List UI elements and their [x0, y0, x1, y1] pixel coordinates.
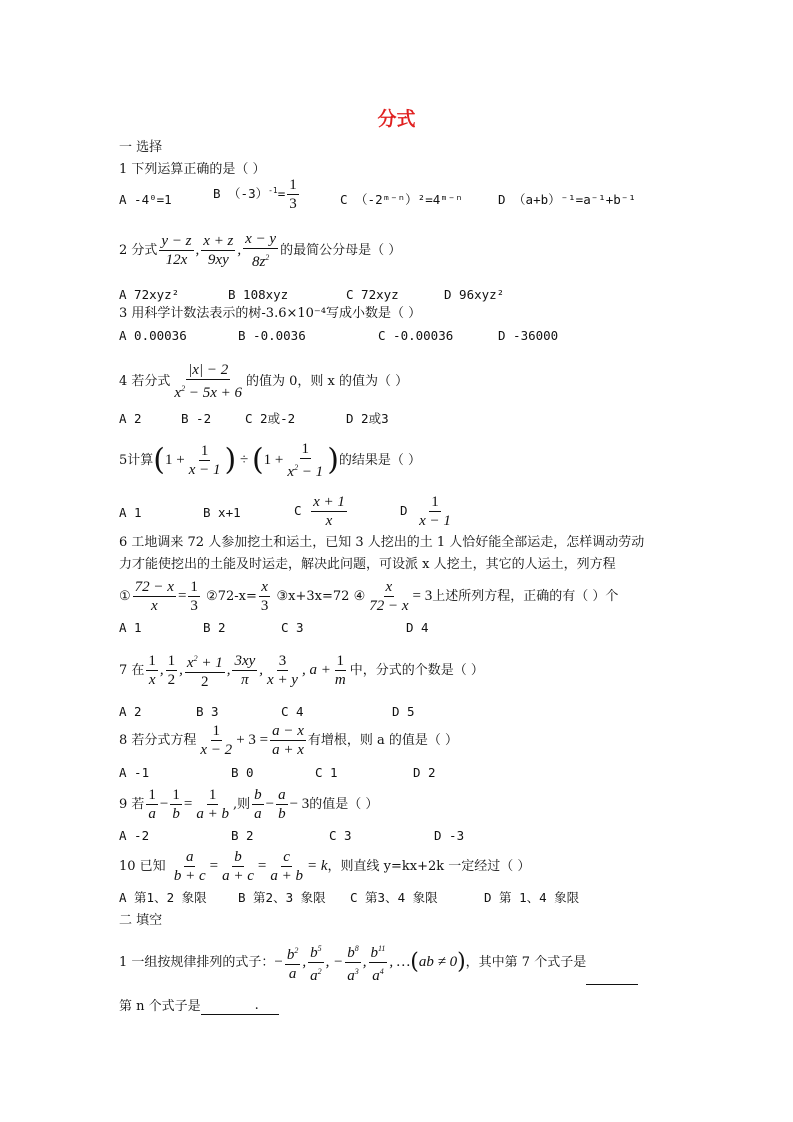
q2-suffix: 的最简公分母是（ ）: [280, 243, 402, 258]
q4-option-d: D 2或3: [346, 411, 389, 426]
q6-equations: ① $\frac{72 - x}{x}$ = $\frac{1}{3}$ ②72-x= $\frac{x}{3}$ ③x+3x=72 ④ $\frac{x}{72 - x}$ = 3上述所列方程，正确的有（ ）个: [119, 579, 619, 614]
q6-eq2-rhs: $\frac{x}{3}$: [260, 579, 269, 614]
q8-option-a: A -1: [119, 765, 150, 780]
q4-prefix: 4 若分式: [119, 374, 171, 389]
q4-fraction: $\frac{|x| - 2}{x^2 - 5x + 6}$: [174, 362, 242, 401]
q3-option-b: B -0.0036: [238, 328, 306, 343]
q2-prefix: 2 分式: [119, 243, 158, 258]
q5-option-c-fraction: $\frac{x + 1}{x}$: [313, 494, 345, 529]
q5-option-d-fraction: $\frac{1}{x - 1}$: [419, 494, 451, 529]
fill1-answer-blank-nth[interactable]: [201, 998, 279, 1015]
q1-option-c: C （-2ᵐ⁻ⁿ）²=4ᵐ⁻ⁿ: [340, 192, 463, 207]
q9-option-b: B 2: [231, 828, 254, 843]
q1-stem: 1 下列运算正确的是（ ）: [119, 162, 266, 177]
q8-frac-rhs: $\frac{a - x}{a + x}$: [272, 723, 304, 758]
q3-option-d: D -36000: [498, 328, 559, 343]
q2-stem: 2 分式 $\frac{y - z}{12x}$ , $\frac{x + z}{9xy}$ , $\frac{x - y}{8z^2}$ 的最简公分母是（ ）: [119, 231, 402, 270]
q8-option-b: B 0: [231, 765, 254, 780]
q9-frac-3: $\frac{1}{a + b}$: [196, 787, 229, 822]
fill1-term-2: $\frac{b^5}{a^2}$: [308, 940, 324, 985]
fill1-answer-blank-7th[interactable]: [586, 984, 638, 985]
q7-suffix: 中，分式的个数是（ ）: [349, 663, 484, 678]
section-heading-choice: 一 选择: [119, 140, 163, 155]
q2-fraction-1: $\frac{y - z}{12x}$: [161, 233, 192, 268]
q2-fraction-2: $\frac{x + z}{9xy}$: [203, 233, 234, 268]
q9-prefix: 9 若: [119, 797, 145, 812]
q5-option-a: A 1: [119, 505, 142, 520]
q9-frac-4: $\frac{b}{a}$: [254, 787, 262, 822]
q9-frac-5: $\frac{a}{b}$: [278, 787, 286, 822]
q7-option-c: C 4: [281, 704, 304, 719]
q7-stem: 7 在 $\frac{1}{x}$ , $\frac{1}{2}$ , $\frac{x^2 + 1}{2}$ , $\frac{3xy}{\pi}$ , $\frac{3}{x + y}$ , a + $\frac{1}{m}$ 中，分式的个数是（ ）: [119, 650, 484, 691]
page-title: 分式: [377, 108, 416, 130]
q7-frac-3: $\frac{x^2 + 1}{2}$: [185, 650, 225, 691]
q2-option-b: B 108xyz: [228, 287, 289, 302]
q9-middle: ,则: [232, 797, 251, 812]
q3-stem: 3 用科学计数法表示的树-3.6×10⁻⁴写成小数是（ ）: [119, 306, 422, 321]
q10-option-d: D 第 1、4 象限: [484, 890, 580, 905]
q9-stem: 9 若 $\frac{1}{a}$ − $\frac{1}{b}$ = $\frac{1}{a + b}$ ,则 $\frac{b}{a}$ − $\frac{a}{b}$ − 3的值是（ ）: [119, 787, 379, 822]
q10-prefix: 10 已知: [119, 859, 166, 874]
q9-suffix: 的值是（ ）: [309, 797, 379, 812]
q4-suffix: 的值为 0，则 x 的值为（ ）: [245, 374, 409, 389]
fill1-line-2: [119, 998, 279, 1015]
q10-frac-3: $\frac{c}{a + b}$: [270, 849, 303, 884]
q5-fraction-1: $\frac{1}{x - 1}$: [188, 443, 221, 478]
q5-stem: 5计算(1 + $\frac{1}{x - 1}$ ) ÷ (1 + $\frac{1}{x^2 - 1}$ )的结果是（ ）: [119, 441, 422, 480]
q10-stem: 10 已知 $\frac{a}{b + c}$ = $\frac{b}{a + c}$ = $\frac{c}{a + b}$ = k，则直线 y=kx+2k 一定经过（ ）: [119, 849, 531, 884]
q7-option-d: D 5: [392, 704, 415, 719]
q6-line-2: 力才能使挖出的土能及时运走，解决此问题，可设派 x 人挖土，其它的人运土，列方程: [119, 557, 616, 572]
q7-frac-6: $\frac{1}{m}$: [334, 653, 346, 688]
q6-eq4-lhs: $\frac{x}{72 - x}$: [369, 579, 409, 614]
q6-eq2: ②72-x=: [206, 589, 257, 604]
q3-option-a: A 0.00036: [119, 328, 187, 343]
q7-option-b: B 3: [196, 704, 219, 719]
q6-option-c: C 3: [281, 620, 304, 635]
q6-option-a: A 1: [119, 620, 142, 635]
q8-suffix: 有增根，则 a 的值是（ ）: [307, 733, 459, 748]
q10-option-a: A 第1、2 象限: [119, 890, 207, 905]
q6-option-b: B 2: [203, 620, 226, 635]
q4-option-b: B -2: [181, 411, 212, 426]
q6-line-1: 6 工地调来 72 人参加挖土和运土，已知 3 人挖出的土 1 人恰好能全部运走，怎样调动劳动: [119, 535, 645, 550]
q6-eq1-label: ①: [119, 589, 131, 604]
q9-frac-2: $\frac{1}{b}$: [172, 787, 180, 822]
q5-fraction-2: $\frac{1}{x^2 - 1}$: [287, 441, 324, 480]
q6-option-d: D 4: [406, 620, 429, 635]
q8-prefix: 8 若分式方程: [119, 733, 197, 748]
q7-frac-4: $\frac{3xy}{\pi}$: [234, 653, 256, 688]
q9-option-c: C 3: [329, 828, 352, 843]
fill1-term-3: $\frac{b^8}{a^3}$: [345, 940, 361, 985]
fill1-suffix: ，其中第 7 个式子是: [465, 955, 587, 970]
q8-option-c: C 1: [315, 765, 338, 780]
q2-option-c: C 72xyz: [346, 287, 399, 302]
q5-option-d-letter: D: [400, 503, 408, 518]
q3-option-c: C -0.00036: [378, 328, 454, 343]
q8-frac-lhs: $\frac{1}{x - 2}$: [200, 723, 233, 758]
fill1-prefix: 1 一组按规律排列的式子：: [119, 955, 275, 970]
q1-option-b-equals: =: [277, 186, 286, 201]
q5-suffix: 的结果是（ ）: [338, 453, 422, 468]
q1-option-a: A -4⁰=1: [119, 192, 172, 207]
q1-option-b: [213, 176, 301, 213]
fill1-stem: 1 一组按规律排列的式子：− $\frac{b^2}{a}$ , $\frac{b^5}{a^2}$ , − $\frac{b^8}{a^3}$ , $\frac{b^{11}}{a^4}$ , …(ab ≠ 0)，其中第 7 个式子是: [119, 940, 638, 985]
q2-fraction-3: $\frac{x - y}{8z^2}$: [245, 231, 277, 270]
q5-option-b: B x+1: [203, 505, 241, 520]
q9-option-a: A -2: [119, 828, 150, 843]
fill1-nth-label: 第 n 个式子是: [119, 999, 201, 1014]
q5-option-d: [400, 493, 455, 530]
q10-option-c: C 第3、4 象限: [350, 890, 438, 905]
q2-option-d: D 96xyz²: [444, 287, 505, 302]
fraction-1-over-3: $\frac{1}{3}$: [289, 177, 297, 212]
q6-eq3: ③x+3x=72 ④: [276, 589, 366, 604]
q5-prefix: 5计算: [119, 453, 154, 468]
q4-option-c: C 2或-2: [245, 411, 296, 426]
q7-frac-1: $\frac{1}{x}$: [148, 653, 156, 688]
q6-tail: 上述所列方程，正确的有（ ）个: [432, 589, 619, 604]
q10-suffix: ，则直线 y=kx+2k 一定经过（ ）: [327, 859, 531, 874]
q4-stem: [119, 361, 408, 402]
q5-option-c-letter: C: [294, 503, 302, 518]
q10-frac-1: $\frac{a}{b + c}$: [173, 849, 206, 884]
q10-frac-2: $\frac{b}{a + c}$: [222, 849, 254, 884]
q10-option-b: B 第2、3 象限: [238, 890, 326, 905]
q1-option-b-base: B （-3）: [213, 186, 269, 201]
q9-frac-1: $\frac{1}{a}$: [148, 787, 156, 822]
section-heading-fill: 二 填空: [119, 913, 163, 928]
q8-stem: 8 若分式方程 $\frac{1}{x - 2}$ + 3 = $\frac{a - x}{a + x}$ 有增根，则 a 的值是（ ）: [119, 723, 459, 758]
q7-prefix: 7 在: [119, 663, 145, 678]
q2-option-a: A 72xyz²: [119, 287, 180, 302]
q9-option-d: D -3: [434, 828, 465, 843]
q7-frac-5: $\frac{3}{x + y}$: [267, 653, 298, 688]
fill1-term-1: $\frac{b^2}{a}$: [285, 942, 301, 983]
q5-option-c: [294, 493, 349, 530]
q1-option-b-exponent: -1: [268, 185, 278, 195]
fill1-period: .: [254, 998, 259, 1013]
q6-eq1-lhs: $\frac{72 - x}{x}$: [134, 579, 174, 614]
fill1-term-4: $\frac{b^{11}}{a^4}$: [369, 940, 388, 985]
q8-option-d: D 2: [413, 765, 436, 780]
q7-option-a: A 2: [119, 704, 142, 719]
q7-frac-2: $\frac{1}{2}$: [167, 653, 176, 688]
q6-eq1-rhs: $\frac{1}{3}$: [190, 579, 198, 614]
q4-option-a: A 2: [119, 411, 142, 426]
q1-option-d: D （a+b）⁻¹=a⁻¹+b⁻¹: [498, 192, 636, 207]
